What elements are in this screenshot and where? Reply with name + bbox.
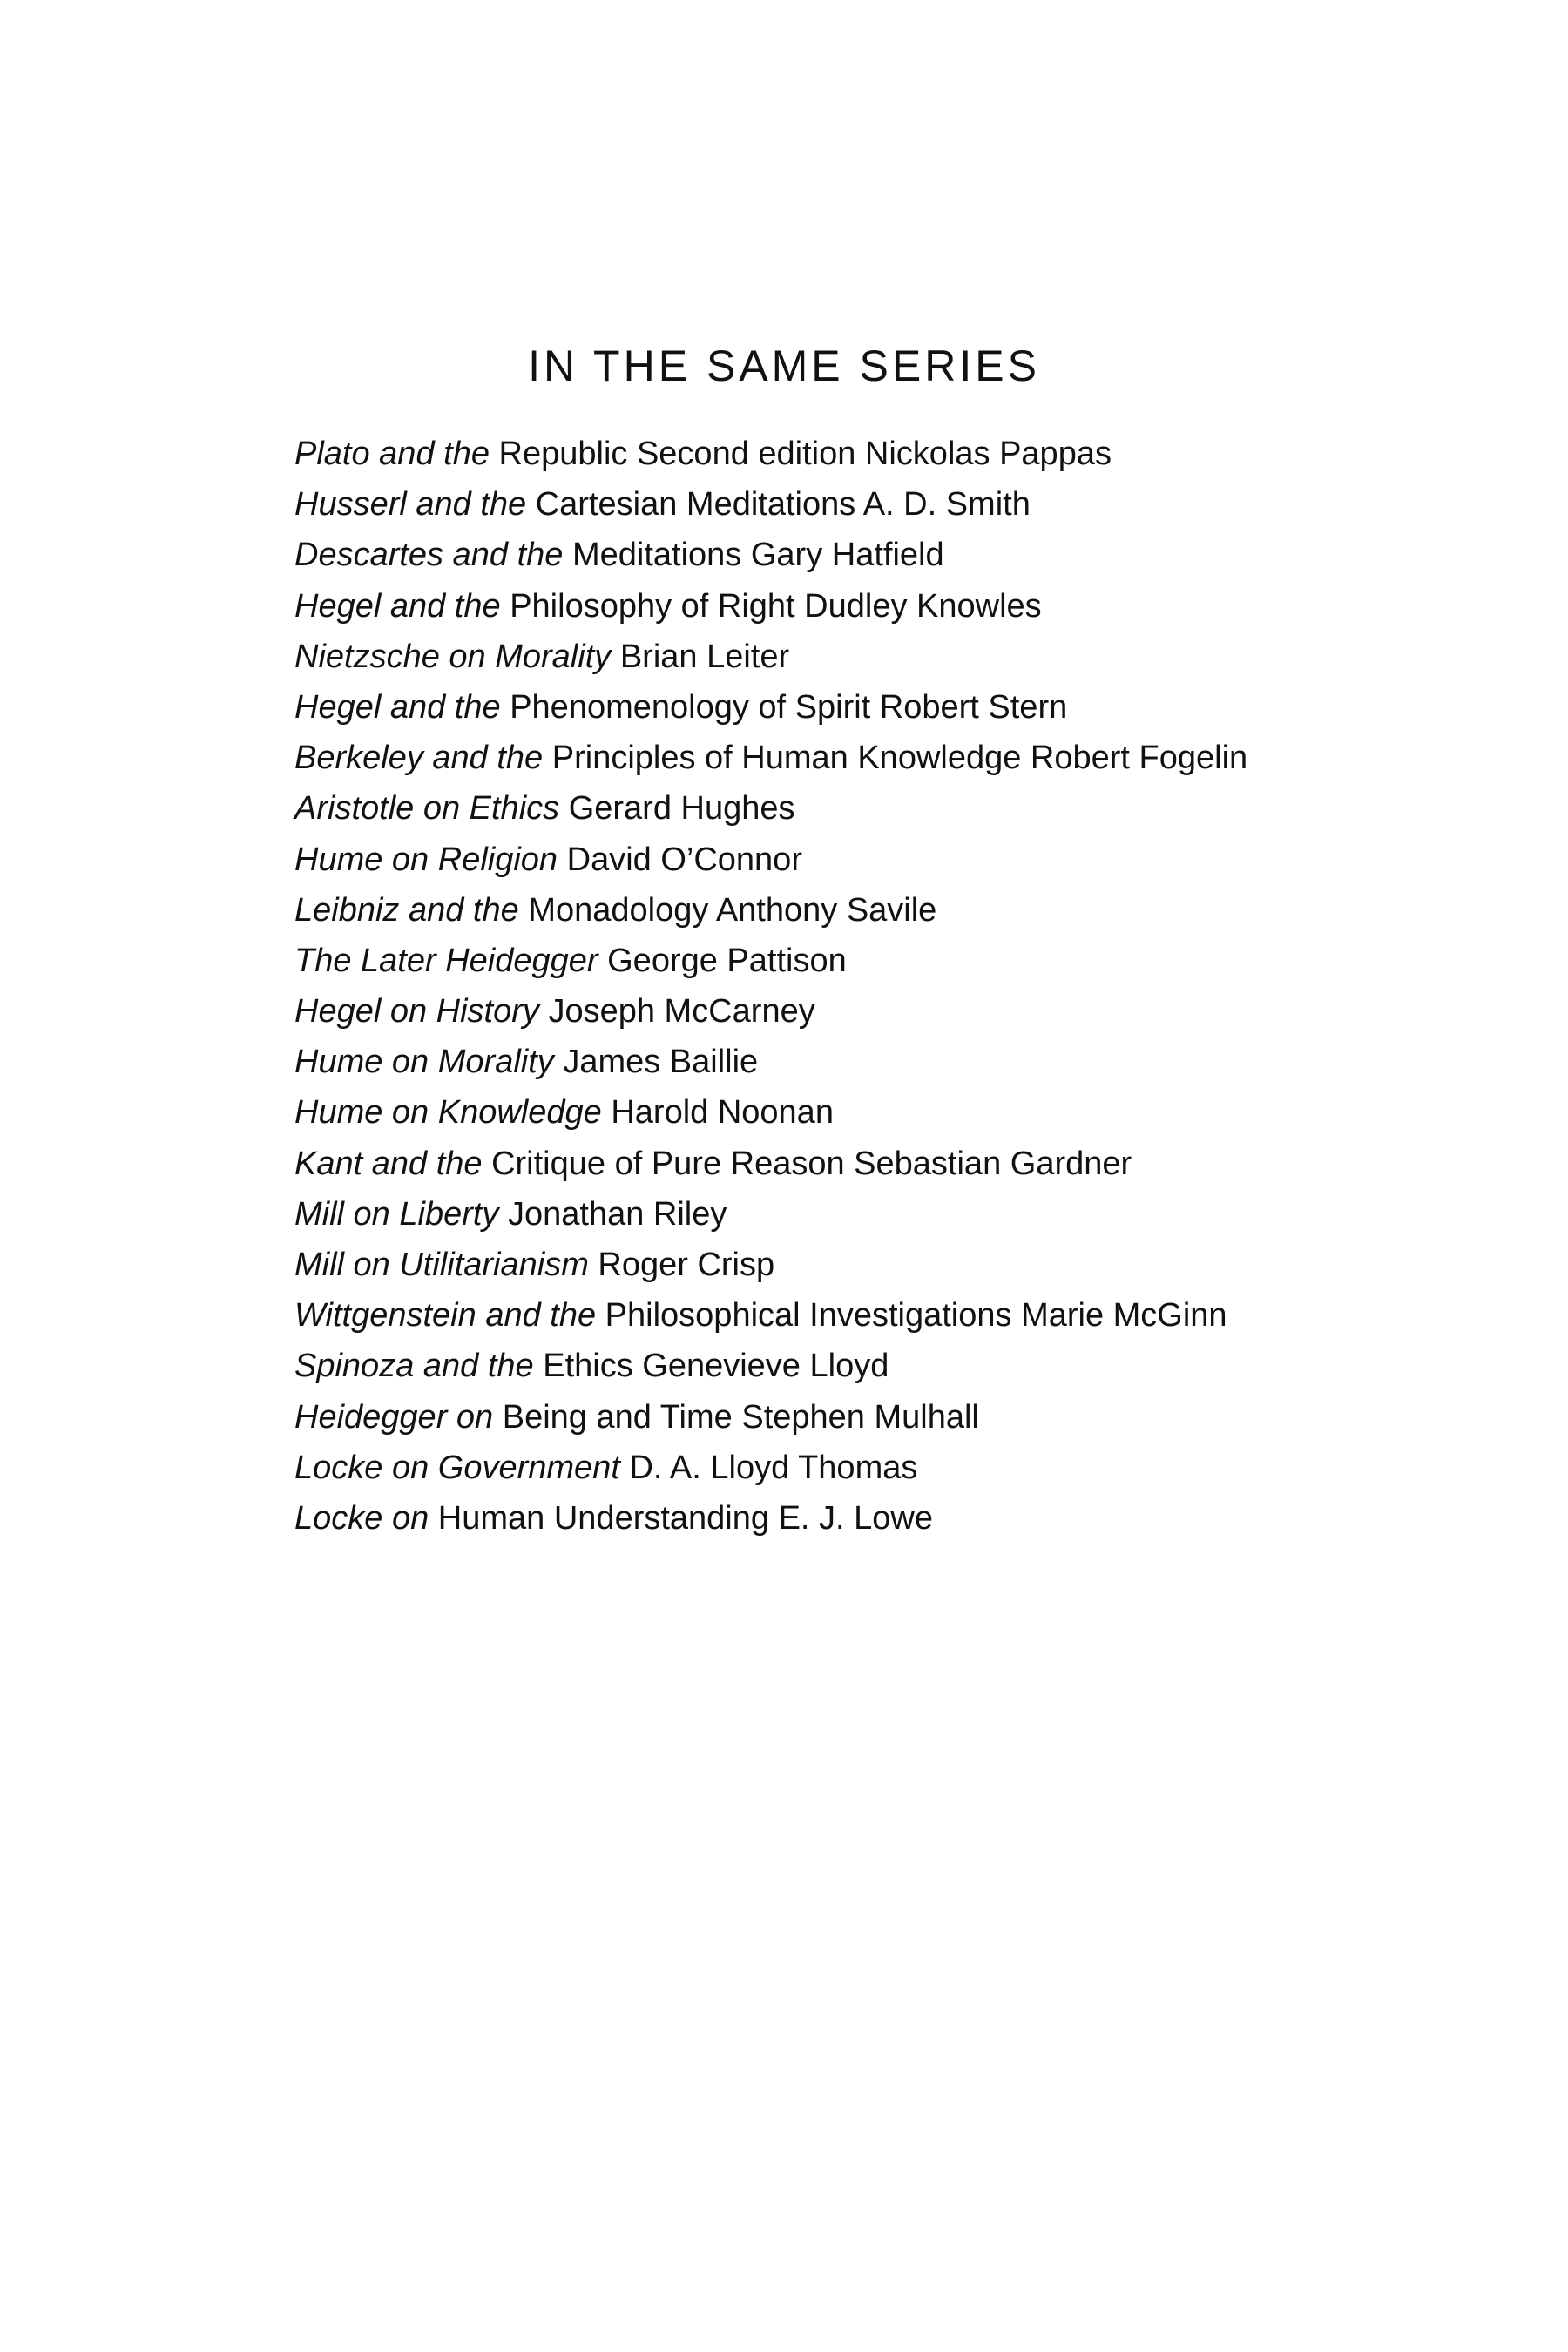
series-title-rest: Critique of Pure Reason Sebastian Gardner [491,1145,1132,1182]
series-entry [294,1240,1479,1290]
series-title-rest: Being and Time Stephen Mulhall [502,1398,979,1436]
series-title-prefix: The Later Heidegger [294,942,598,979]
series-title-rest: Ethics Genevieve Lloyd [543,1348,889,1385]
series-title-prefix: Aristotle on Ethics [294,790,560,828]
series-entry [294,1392,1479,1443]
series-entry [294,1443,1479,1493]
series-title-prefix: Hume on Morality [294,1044,554,1081]
series-title-rest: James Baillie [563,1044,759,1081]
series-entry [294,936,1479,986]
series-entry [294,530,1479,580]
series-entry [294,835,1479,885]
series-title-prefix: Wittgenstein and the [294,1297,597,1335]
series-entry [294,1087,1479,1138]
series-title-prefix: Hegel and the [294,587,501,625]
series-entry [294,1037,1479,1087]
series-entry [294,429,1479,479]
series-entry [294,682,1479,733]
series-title-prefix: Kant and the [294,1145,483,1182]
series-title-rest: Human Understanding E. J. Lowe [437,1499,933,1537]
series-list [294,429,1479,1544]
series-title-rest: Brian Leiter [619,638,790,675]
series-entry [294,1493,1479,1544]
series-title-prefix: Locke on Government [294,1449,620,1486]
series-title-rest: Joseph McCarney [548,993,815,1031]
series-title-prefix: Descartes and the [294,537,564,574]
series-title-rest: Meditations Gary Hatfield [571,537,944,574]
series-title-rest: Cartesian Meditations A. D. Smith [535,486,1031,524]
series-title-prefix: Spinoza and the [294,1348,534,1385]
series-title-prefix: Hegel on History [294,993,539,1031]
series-title-rest: David O’Connor [566,841,802,878]
series-title-rest: Gerard Hughes [568,790,795,828]
series-title-rest: Philosophy of Right Dudley Knowles [510,587,1042,625]
series-title-prefix: Hume on Knowledge [294,1094,602,1132]
series-entry [294,885,1479,936]
series-entry [294,1189,1479,1240]
series-title-prefix: Hegel and the [294,688,501,726]
series-entry [294,783,1479,834]
series-title-rest: Republic Second edition Nickolas Pappas [498,436,1112,472]
series-title-rest: Harold Noonan [611,1094,834,1132]
series-title-prefix: Leibniz and the [294,891,519,929]
series-entry [294,581,1479,632]
series-entry [294,632,1479,682]
series-entry [294,479,1479,530]
series-title-rest: Principles of Human Knowledge Robert Fogelin [551,740,1248,777]
series-title-rest: D. A. Lloyd Thomas [629,1449,918,1486]
series-title-prefix: Locke on [294,1499,429,1537]
series-entry [294,986,1479,1037]
series-title-rest: Jonathan Riley [507,1195,727,1233]
series-title-prefix: Husserl and the [294,486,527,524]
series-entry [294,1341,1479,1391]
series-entry [294,1290,1479,1341]
series-heading: IN THE SAME SERIES [528,341,1040,390]
series-entry [294,1139,1479,1189]
series-title-prefix: Plato and the [294,436,490,472]
series-title-rest: Monadology Anthony Savile [528,891,937,929]
series-title-rest: Phenomenology of Spirit Robert Stern [510,688,1068,726]
series-title-prefix: Mill on Utilitarianism [294,1247,589,1283]
series-title-prefix: Mill on Liberty [294,1195,499,1233]
series-title-prefix: Nietzsche on Morality [294,638,612,675]
series-entry [294,733,1479,783]
series-title-prefix: Berkeley and the [294,740,544,777]
series-title-prefix: Heidegger on [294,1398,494,1436]
series-title-rest: George Pattison [607,942,847,979]
series-title-rest: Philosophical Investigations Marie McGinn [605,1297,1227,1335]
series-title-prefix: Hume on Religion [294,841,558,878]
series-title-rest: Roger Crisp [598,1247,775,1283]
